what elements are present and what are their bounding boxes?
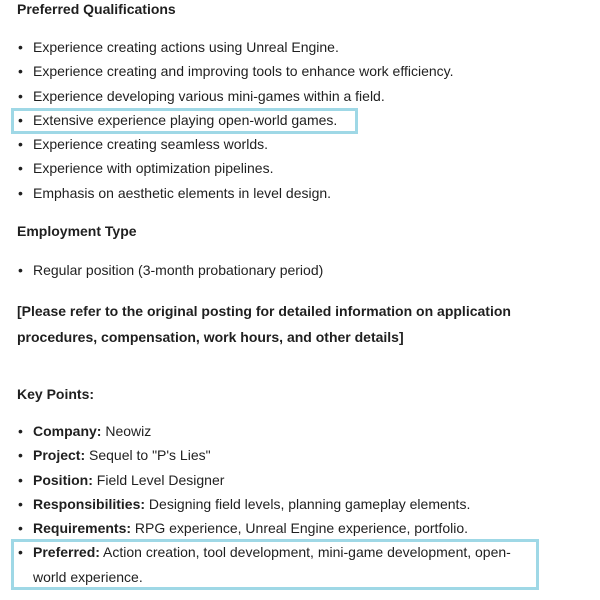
list-item: • Extensive experience playing open-world games.	[0, 108, 454, 132]
key-point-position: • Position: Field Level Designer	[0, 468, 538, 492]
list-item: • Emphasis on aesthetic elements in level design.	[0, 181, 454, 205]
bullet-icon: •	[18, 184, 23, 201]
bullet-icon: •	[18, 495, 23, 512]
bullet-icon: •	[18, 136, 23, 153]
list-item: • Regular position (3-month probationary period)	[0, 258, 323, 282]
key-point-requirements: • Requirements: RPG experience, Unreal Engine experience, portfolio.	[0, 516, 538, 540]
employment-type-list	[0, 258, 323, 282]
preferred-qualifications-list	[0, 35, 454, 205]
key-points-list	[0, 419, 538, 589]
key-point-project: • Project: Sequel to "P's Lies"	[0, 443, 538, 467]
key-point-preferred: • Preferred: Action creation, tool development, mini-game development, open-world experience.	[0, 540, 538, 589]
bullet-icon: •	[18, 520, 23, 537]
key-point-responsibilities: • Responsibilities: Designing field levels, planning gameplay elements.	[0, 492, 538, 516]
bullet-icon: •	[18, 447, 23, 464]
list-item: • Experience creating and improving tools to enhance work efficiency.	[0, 59, 454, 83]
bullet-icon: •	[18, 544, 23, 561]
bullet-icon: •	[18, 262, 23, 278]
reference-note: [Please refer to the original posting for detailed information on application procedures, compensation, work hours, and other details]	[17, 303, 511, 345]
bullet-icon: •	[18, 39, 23, 55]
employment-type-heading: Employment Type	[17, 223, 137, 239]
bullet-icon: •	[18, 63, 23, 80]
key-points-heading: Key Points:	[17, 386, 95, 402]
list-item: • Experience creating seamless worlds.	[0, 132, 454, 156]
list-item: • Experience with optimization pipelines.	[0, 156, 454, 180]
bullet-icon: •	[18, 87, 23, 104]
bullet-icon: •	[18, 423, 23, 439]
list-item: • Experience developing various mini-games within a field.	[0, 84, 454, 108]
list-item: • Experience creating actions using Unreal Engine.	[0, 35, 454, 59]
bullet-icon: •	[18, 160, 23, 177]
preferred-qualifications-heading: Preferred Qualifications	[17, 1, 176, 17]
bullet-icon: •	[18, 471, 23, 488]
bullet-icon: •	[18, 111, 23, 128]
key-point-company: • Company: Neowiz	[0, 419, 538, 443]
